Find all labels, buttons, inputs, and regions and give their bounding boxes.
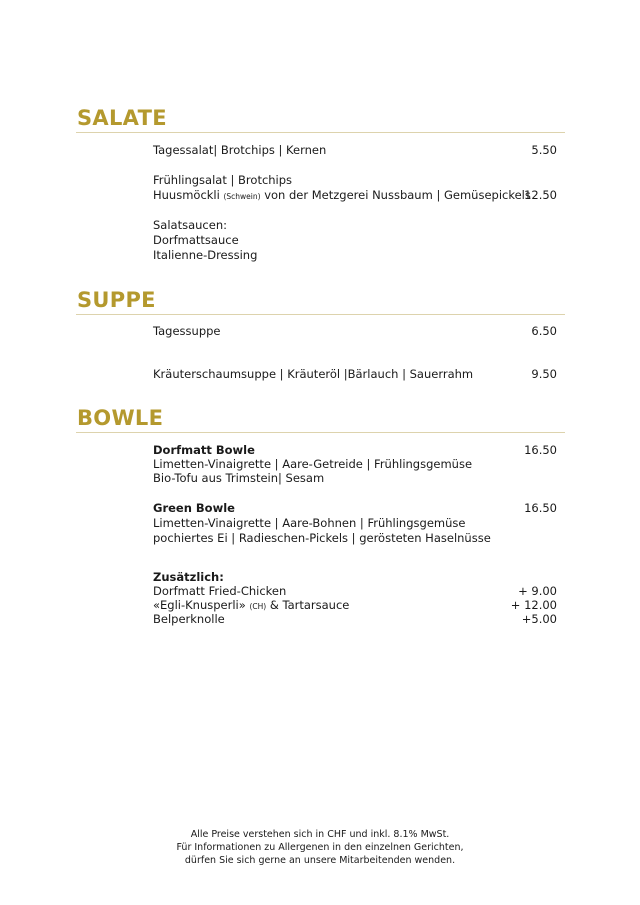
section-title-suppe: SUPPE [77,288,156,312]
menu-item-text: Tagessuppe [153,324,221,338]
menu-item-text: Kräuterschaumsuppe | Kräuteröl |Bärlauch | Sauerrahm [153,367,474,381]
sauce-item: Italienne-Dressing [153,248,258,262]
origin-note: (Schwein) [223,192,261,201]
menu-item-price: 16.50 [524,501,557,515]
menu-item-price: 5.50 [531,143,557,157]
extra-item: «Egli-Knusperli» (CH) & Tartarsauce [153,598,350,612]
menu-item-price: 9.50 [531,367,557,381]
section-divider [76,432,565,433]
menu-item-name: Dorfmatt Bowle [153,443,255,457]
footer-note: Für Informationen zu Allergenen in den einzelnen Gerichten, [176,842,464,853]
section-divider [76,314,565,315]
menu-item-price: 12.50 [524,188,557,202]
extra-item-price: +5.00 [521,612,557,626]
menu-item-text: Limetten-Vinaigrette | Aare-Getreide | Frühlingsgemüse [153,457,473,471]
extra-item: Dorfmatt Fried-Chicken [153,584,287,598]
extras-title: Zusätzlich: [153,570,224,584]
section-divider [76,132,565,133]
menu-item-text: Huusmöckli (Schwein) von der Metzgerei Nussbaum | Gemüsepickels [153,188,531,202]
sauce-item: Dorfmattsauce [153,233,239,247]
menu-item-name: Green Bowle [153,501,235,515]
section-title-bowle: BOWLE [77,406,164,430]
footer-note: Alle Preise verstehen sich in CHF und inkl. 8.1% MwSt. [190,829,450,840]
section-title-salate: SALATE [77,106,167,130]
menu-item-text: Tagessalat| Brotchips | Kernen [153,143,327,157]
footer-note: dürfen Sie sich gerne an unsere Mitarbeitenden wenden. [184,855,456,866]
menu-item-text: Limetten-Vinaigrette | Aare-Bohnen | Frühlingsgemüse [153,516,466,530]
origin-note: (CH) [249,602,267,611]
sauces-title: Salatsaucen: [153,218,227,232]
menu-item-text: Bio-Tofu aus Trimstein| Sesam [153,471,325,485]
extra-item-price: + 12.00 [510,598,557,612]
extra-item: Belperknolle [153,612,225,626]
menu-item-price: 16.50 [524,443,557,457]
menu-item-price: 6.50 [531,324,557,338]
extra-item-price: + 9.00 [518,584,557,598]
menu-item-text: Frühlingsalat | Brotchips [153,173,293,187]
menu-item-text: pochiertes Ei | Radieschen-Pickels | gerösteten Haselnüsse [153,531,491,545]
